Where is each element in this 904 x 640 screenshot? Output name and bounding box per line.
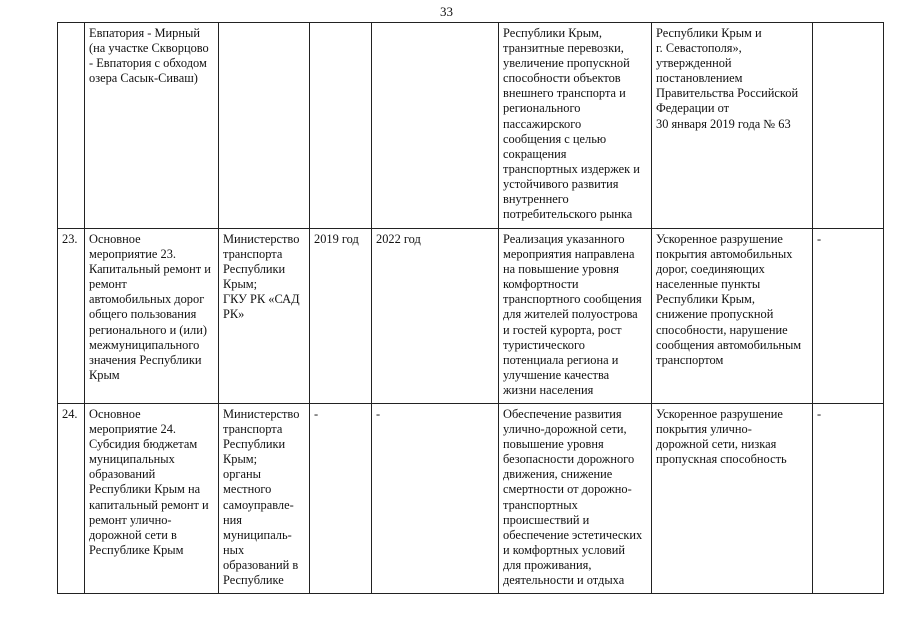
row-number [58,23,85,229]
start-year: 2019 год [310,229,372,404]
event-name: Основное мероприятие 23. Капитальный ремонт и ремонт автомобильных дорог общего пользования регионального и (или) межмуниципального значения Республики Крым [85,229,219,404]
links: - [813,404,884,594]
page-number: 33 [440,4,453,19]
end-year [372,23,499,229]
row-number: 23. [58,229,85,404]
expected-result: Обеспечение развития улично-дорожной сети, повышение уровня безопасности дорожного движения, снижение смертности от дорожно- транспортных происшествий и обеспечение эстетических и комфортных условий для проживания, деятельности и отдыха [499,404,652,594]
table-row [58,23,884,229]
executor [219,23,310,229]
table-row [58,404,884,594]
table-row [58,229,884,404]
end-year: 2022 год [372,229,499,404]
executor: Министерство транспорта Республики Крым; ГКУ РК «САД РК» [219,229,310,404]
expected-result: Реализация указанного мероприятия направлена на повышение уровня комфортности транспортного сообщения для жителей полуострова и гостей курорта, рост туристического потенциала региона и улучшение качества жизни населения [499,229,652,404]
start-year [310,23,372,229]
program-events-table [57,22,884,594]
consequences: Ускоренное разрушение покрытия автомобильных дорог, соединяющих населенные пункты Республики Крым, снижение пропускной способности, нарушение сообщения автомобильным транспортом [652,229,813,404]
event-name: Евпатория - Мирный (на участке Скворцово - Евпатория с обходом озера Сасык-Сиваш) [85,23,219,229]
executor: Министерство транспорта Республики Крым; органы местного самоуправле- ния муниципаль- ных образований в Республике [219,404,310,594]
end-year: - [372,404,499,594]
start-year: - [310,404,372,594]
expected-result: Республики Крым, транзитные перевозки, увеличение пропускной способности объектов внешнего транспорта и регионального пассажирского сообщения с целью сокращения транспортных издержек и устойчивого развития внутреннего потребительского рынка [499,23,652,229]
consequences: Республики Крым и г. Севастополя», утвержденной постановлением Правительства Российской Федерации от 30 января 2019 года № 63 [652,23,813,229]
event-name: Основное мероприятие 24. Субсидия бюджетам муниципальных образований Республики Крым на капитальный ремонт и ремонт улично- дорожной сети в Республике Крым [85,404,219,594]
consequences: Ускоренное разрушение покрытия улично- дорожной сети, низкая пропускная способность [652,404,813,594]
links: - [813,229,884,404]
row-number: 24. [58,404,85,594]
links [813,23,884,229]
